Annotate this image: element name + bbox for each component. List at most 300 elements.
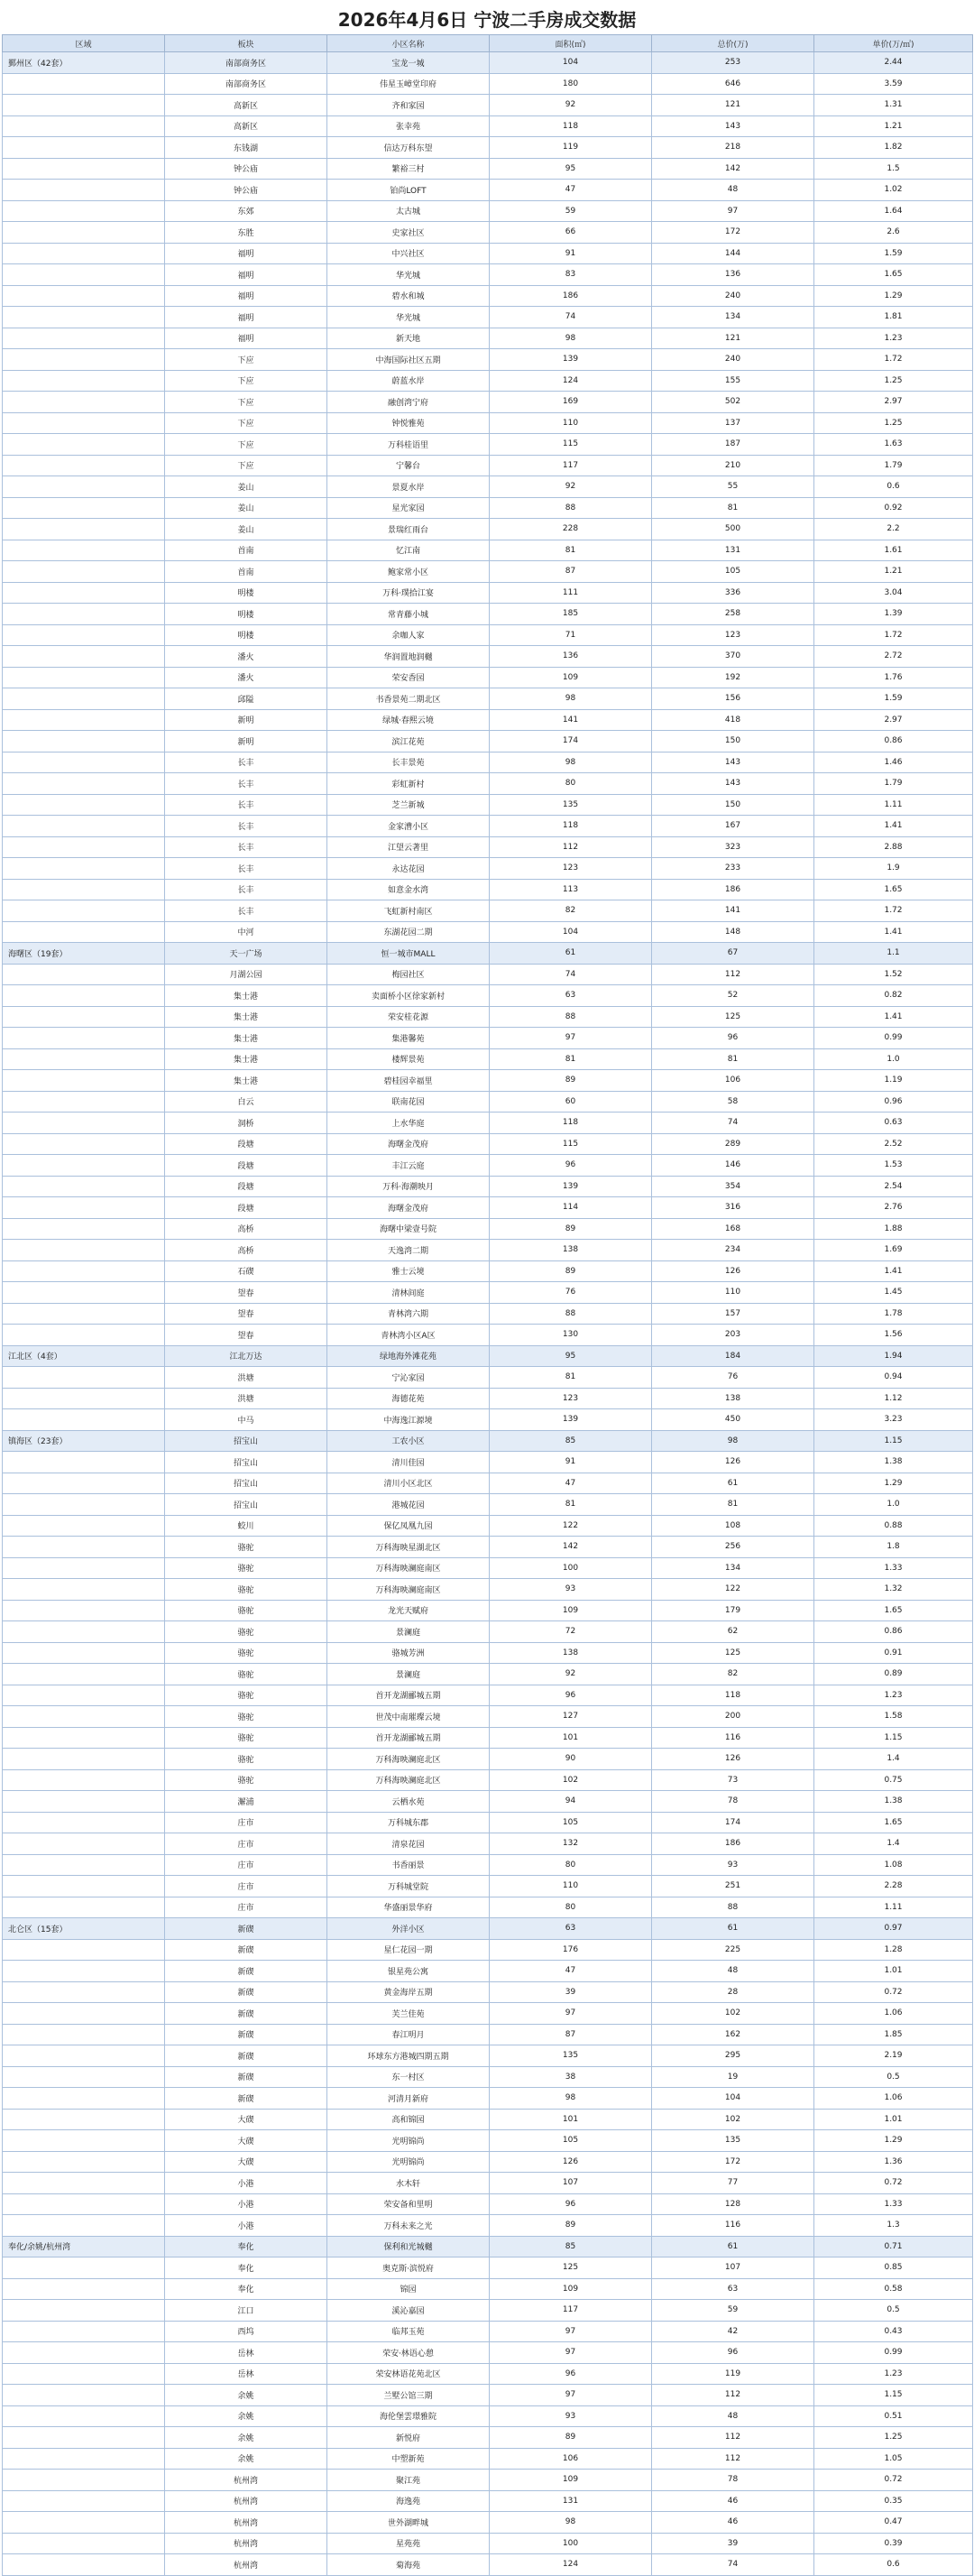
community-cell: 书香丽景	[327, 1854, 490, 1876]
table-row	[3, 2278, 973, 2300]
area-cell: 93	[490, 2405, 652, 2427]
district-cell: 小港	[165, 2173, 327, 2194]
district-cell: 下应	[165, 349, 327, 371]
district-cell: 福明	[165, 307, 327, 328]
community-cell: 港城花园	[327, 1494, 490, 1516]
region-cell-empty	[3, 1600, 165, 1621]
table-row	[3, 646, 973, 668]
table-row	[3, 434, 973, 456]
region-cell: 镇海区（23套）	[3, 1430, 165, 1452]
district-cell: 东郊	[165, 200, 327, 222]
table-row	[3, 1961, 973, 1982]
area-cell: 109	[490, 2278, 652, 2300]
total-price-cell: 370	[652, 646, 814, 668]
total-price-cell: 184	[652, 1345, 814, 1367]
community-cell: 环球东方港城四期五期	[327, 2045, 490, 2067]
area-cell: 126	[490, 2151, 652, 2173]
area-cell: 112	[490, 836, 652, 858]
unit-price-cell: 1.01	[814, 1961, 973, 1982]
total-price-cell: 59	[652, 2300, 814, 2322]
unit-price-cell: 1.0	[814, 1494, 973, 1516]
region-cell-empty	[3, 1685, 165, 1706]
region-cell-empty	[3, 1282, 165, 1304]
region-cell-empty	[3, 1388, 165, 1409]
area-cell: 174	[490, 731, 652, 752]
district-cell: 月湖公园	[165, 964, 327, 985]
total-price-cell: 107	[652, 2257, 814, 2279]
table-row	[3, 158, 973, 180]
district-cell: 望春	[165, 1303, 327, 1325]
area-cell: 180	[490, 73, 652, 95]
unit-price-cell: 0.86	[814, 731, 973, 752]
table-row	[3, 816, 973, 837]
unit-price-cell: 1.19	[814, 1070, 973, 1092]
area-cell: 110	[490, 1876, 652, 1897]
unit-price-cell: 1.58	[814, 1706, 973, 1728]
unit-price-cell: 1.65	[814, 1812, 973, 1833]
area-cell: 89	[490, 1260, 652, 1282]
unit-price-cell: 2.19	[814, 2045, 973, 2067]
district-cell: 长丰	[165, 773, 327, 795]
community-cell: 龙光天赋府	[327, 1600, 490, 1621]
table-row	[3, 1452, 973, 1473]
area-cell: 101	[490, 1727, 652, 1749]
area-cell: 138	[490, 1642, 652, 1664]
total-price-cell: 646	[652, 73, 814, 95]
area-cell: 113	[490, 879, 652, 900]
community-cell: 海曙金茂府	[327, 1133, 490, 1155]
community-cell: 中兴社区	[327, 243, 490, 264]
table-row	[3, 1515, 973, 1537]
table-row	[3, 1091, 973, 1113]
area-cell: 74	[490, 307, 652, 328]
table-row	[3, 540, 973, 561]
area-cell: 98	[490, 2512, 652, 2534]
community-cell: 首开龙湖郦城五期	[327, 1685, 490, 1706]
unit-price-cell: 1.01	[814, 2109, 973, 2130]
table-row	[3, 1812, 973, 1833]
district-cell: 长丰	[165, 900, 327, 922]
unit-price-cell: 0.6	[814, 2554, 973, 2576]
area-cell: 105	[490, 1812, 652, 1833]
community-cell: 光明锦尚	[327, 2151, 490, 2173]
region-cell-empty	[3, 200, 165, 222]
community-cell: 宁沁家园	[327, 1367, 490, 1389]
unit-price-cell: 1.15	[814, 1430, 973, 1452]
district-cell: 长丰	[165, 752, 327, 773]
community-cell: 清川小区北区	[327, 1473, 490, 1494]
community-cell: 骆城芳洲	[327, 1642, 490, 1664]
region-cell-empty	[3, 688, 165, 710]
region-cell-empty	[3, 285, 165, 307]
district-cell: 新碶	[165, 1939, 327, 1961]
community-cell: 恒一城市MALL	[327, 943, 490, 965]
area-cell: 135	[490, 794, 652, 816]
total-price-cell: 73	[652, 1769, 814, 1791]
region-cell-empty	[3, 1727, 165, 1749]
region-cell-empty	[3, 497, 165, 519]
unit-price-cell: 1.25	[814, 2427, 973, 2449]
region-cell-empty	[3, 1749, 165, 1770]
table-row	[3, 2385, 973, 2406]
district-cell: 岳林	[165, 2363, 327, 2385]
table-row	[3, 180, 973, 201]
total-price-cell: 77	[652, 2173, 814, 2194]
unit-price-cell: 1.81	[814, 307, 973, 328]
table-row	[3, 1345, 973, 1367]
table-row	[3, 1070, 973, 1092]
total-price-cell: 96	[652, 1028, 814, 1049]
total-price-cell: 123	[652, 624, 814, 646]
unit-price-cell: 1.4	[814, 1833, 973, 1855]
total-price-cell: 62	[652, 1621, 814, 1643]
area-cell: 100	[490, 1557, 652, 1579]
total-price-cell: 316	[652, 1197, 814, 1219]
region-cell-empty	[3, 1515, 165, 1537]
area-cell: 81	[490, 1367, 652, 1389]
header-unit-price: 单价(万/㎡)	[814, 35, 973, 52]
area-cell: 81	[490, 1494, 652, 1516]
table-row	[3, 52, 973, 74]
district-cell: 下应	[165, 392, 327, 413]
table-row	[3, 1981, 973, 2003]
page-title: 2026年4月6日 宁波二手房成交数据	[337, 9, 637, 31]
total-price-cell: 172	[652, 222, 814, 244]
area-cell: 96	[490, 2363, 652, 2385]
region-cell-empty	[3, 2385, 165, 2406]
unit-price-cell: 0.85	[814, 2257, 973, 2279]
community-cell: 梅园社区	[327, 964, 490, 985]
region-cell-empty	[3, 582, 165, 604]
district-cell: 东胜	[165, 222, 327, 244]
table-row	[3, 2193, 973, 2215]
district-cell: 庄市	[165, 1812, 327, 1833]
district-cell: 姜山	[165, 476, 327, 498]
total-price-cell: 112	[652, 964, 814, 985]
area-cell: 130	[490, 1325, 652, 1346]
table-row	[3, 2045, 973, 2067]
community-cell: 绿城·春熙云境	[327, 709, 490, 731]
district-cell: 新碶	[165, 2024, 327, 2045]
table-row	[3, 794, 973, 816]
community-cell: 蔚蓝水岸	[327, 370, 490, 392]
table-row	[3, 1473, 973, 1494]
community-cell: 书香景苑二期北区	[327, 688, 490, 710]
region-cell-empty	[3, 1091, 165, 1113]
region-cell-empty	[3, 1240, 165, 1261]
area-cell: 93	[490, 1579, 652, 1601]
unit-price-cell: 1.25	[814, 412, 973, 434]
area-cell: 104	[490, 52, 652, 74]
region-cell-empty	[3, 222, 165, 244]
community-cell: 张幸苑	[327, 115, 490, 137]
total-price-cell: 63	[652, 2278, 814, 2300]
district-cell: 段塘	[165, 1176, 327, 1197]
total-price-cell: 128	[652, 2193, 814, 2215]
district-cell: 钟公庙	[165, 158, 327, 180]
table-row	[3, 1133, 973, 1155]
district-cell: 姜山	[165, 519, 327, 540]
area-cell: 141	[490, 709, 652, 731]
unit-price-cell: 1.41	[814, 1006, 973, 1028]
total-price-cell: 126	[652, 1260, 814, 1282]
region-cell-empty	[3, 434, 165, 456]
region-cell-empty	[3, 1897, 165, 1918]
total-price-cell: 240	[652, 349, 814, 371]
table-row	[3, 1749, 973, 1770]
community-cell: 江望云著里	[327, 836, 490, 858]
region-cell-empty	[3, 1769, 165, 1791]
table-row	[3, 1218, 973, 1240]
total-price-cell: 225	[652, 1939, 814, 1961]
region-cell-empty	[3, 1664, 165, 1685]
table-row	[3, 1388, 973, 1409]
table-row	[3, 200, 973, 222]
district-cell: 骆驼	[165, 1664, 327, 1685]
area-cell: 109	[490, 1600, 652, 1621]
total-price-cell: 67	[652, 943, 814, 965]
unit-price-cell: 1.29	[814, 2130, 973, 2152]
district-cell: 长丰	[165, 836, 327, 858]
unit-price-cell: 1.64	[814, 200, 973, 222]
header-district: 板块	[165, 35, 327, 52]
total-price-cell: 143	[652, 752, 814, 773]
region-cell-empty	[3, 900, 165, 922]
table-row	[3, 1642, 973, 1664]
community-cell: 荣安香园	[327, 667, 490, 688]
table-row	[3, 1685, 973, 1706]
table-row	[3, 624, 973, 646]
table-row	[3, 1155, 973, 1177]
community-cell: 万科海映星湖北区	[327, 1537, 490, 1558]
region-cell-empty	[3, 2554, 165, 2576]
table-row	[3, 455, 973, 476]
district-cell: 新明	[165, 731, 327, 752]
community-cell: 中海逸江源境	[327, 1409, 490, 1431]
area-cell: 59	[490, 200, 652, 222]
community-cell: 菊海苑	[327, 2554, 490, 2576]
district-cell: 新碶	[165, 1981, 327, 2003]
district-cell: 高桥	[165, 1240, 327, 1261]
area-cell: 122	[490, 1515, 652, 1537]
unit-price-cell: 0.97	[814, 1918, 973, 1940]
area-cell: 61	[490, 943, 652, 965]
region-cell-empty	[3, 1791, 165, 1813]
table-row	[3, 688, 973, 710]
total-price-cell: 61	[652, 1918, 814, 1940]
table-row	[3, 476, 973, 498]
region-cell-empty	[3, 561, 165, 583]
district-cell: 余姚	[165, 2427, 327, 2449]
community-cell: 溪沁嘉园	[327, 2300, 490, 2322]
unit-price-cell: 1.33	[814, 1557, 973, 1579]
total-price-cell: 450	[652, 1409, 814, 1431]
region-cell-empty	[3, 2215, 165, 2237]
area-cell: 142	[490, 1537, 652, 1558]
total-price-cell: 76	[652, 1367, 814, 1389]
area-cell: 136	[490, 646, 652, 668]
unit-price-cell: 1.23	[814, 1685, 973, 1706]
district-cell: 小港	[165, 2215, 327, 2237]
district-cell: 新碶	[165, 2066, 327, 2088]
community-cell: 奥克斯·滨悦府	[327, 2257, 490, 2279]
total-price-cell: 135	[652, 2130, 814, 2152]
table-row	[3, 1367, 973, 1389]
district-cell: 庄市	[165, 1876, 327, 1897]
table-row	[3, 2405, 973, 2427]
district-cell: 望春	[165, 1282, 327, 1304]
total-price-cell: 48	[652, 1961, 814, 1982]
region-cell-empty	[3, 1028, 165, 1049]
table-row	[3, 1854, 973, 1876]
region-cell-empty	[3, 1854, 165, 1876]
region-cell-empty	[3, 1260, 165, 1282]
total-price-cell: 110	[652, 1282, 814, 1304]
district-cell: 段塘	[165, 1197, 327, 1219]
region-cell-empty	[3, 2003, 165, 2025]
community-cell: 星光家园	[327, 497, 490, 519]
total-price-cell: 52	[652, 985, 814, 1007]
area-cell: 118	[490, 816, 652, 837]
total-price-cell: 126	[652, 1749, 814, 1770]
unit-price-cell: 1.02	[814, 180, 973, 201]
region-cell-empty	[3, 1303, 165, 1325]
district-cell: 杭州湾	[165, 2554, 327, 2576]
unit-price-cell: 1.32	[814, 1579, 973, 1601]
area-cell: 114	[490, 1197, 652, 1219]
total-price-cell: 192	[652, 667, 814, 688]
region-cell-empty	[3, 2173, 165, 2194]
region-cell-empty	[3, 1579, 165, 1601]
region-cell-empty	[3, 412, 165, 434]
area-cell: 82	[490, 900, 652, 922]
unit-price-cell: 1.63	[814, 434, 973, 456]
region-cell-empty	[3, 731, 165, 752]
area-cell: 102	[490, 1769, 652, 1791]
table-row	[3, 752, 973, 773]
district-cell: 杭州湾	[165, 2512, 327, 2534]
unit-price-cell: 2.2	[814, 519, 973, 540]
unit-price-cell: 0.43	[814, 2321, 973, 2342]
table-row	[3, 222, 973, 244]
region-cell: 海曙区（19套）	[3, 943, 165, 965]
area-cell: 228	[490, 519, 652, 540]
community-cell: 卖面桥小区徐家新村	[327, 985, 490, 1007]
total-price-cell: 156	[652, 688, 814, 710]
region-cell-empty	[3, 1706, 165, 1728]
community-cell: 余咖人家	[327, 624, 490, 646]
district-cell: 洪塘	[165, 1388, 327, 1409]
region-cell-empty	[3, 2512, 165, 2534]
total-price-cell: 58	[652, 1091, 814, 1113]
region-cell-empty	[3, 1133, 165, 1155]
community-cell: 景澜庭	[327, 1621, 490, 1643]
area-cell: 39	[490, 1981, 652, 2003]
district-cell: 庄市	[165, 1833, 327, 1855]
total-price-cell: 121	[652, 95, 814, 116]
total-price-cell: 172	[652, 2151, 814, 2173]
table-row	[3, 1791, 973, 1813]
unit-price-cell: 1.88	[814, 1218, 973, 1240]
region-cell-empty	[3, 137, 165, 159]
community-cell: 星仁花园一期	[327, 1939, 490, 1961]
community-cell: 海逸苑	[327, 2490, 490, 2512]
district-cell: 新碶	[165, 2045, 327, 2067]
region-cell: 江北区（4套）	[3, 1345, 165, 1367]
unit-price-cell: 1.21	[814, 561, 973, 583]
district-cell: 新明	[165, 709, 327, 731]
region-cell-empty	[3, 540, 165, 561]
total-price-cell: 418	[652, 709, 814, 731]
community-cell: 景澜庭	[327, 1664, 490, 1685]
area-cell: 90	[490, 1749, 652, 1770]
table-row	[3, 1769, 973, 1791]
region-cell-empty	[3, 328, 165, 349]
area-cell: 106	[490, 2448, 652, 2470]
area-cell: 98	[490, 2088, 652, 2110]
area-cell: 96	[490, 1685, 652, 1706]
community-cell: 万科·璞拾江宴	[327, 582, 490, 604]
community-cell: 太古城	[327, 200, 490, 222]
district-cell: 大碶	[165, 2151, 327, 2173]
area-cell: 117	[490, 2300, 652, 2322]
district-cell: 集士港	[165, 1048, 327, 1070]
region-cell-empty	[3, 1961, 165, 1982]
unit-price-cell: 1.21	[814, 115, 973, 137]
region-cell-empty	[3, 985, 165, 1007]
district-cell: 潘火	[165, 667, 327, 688]
unit-price-cell: 0.51	[814, 2405, 973, 2427]
table-row	[3, 1048, 973, 1070]
district-cell: 庄市	[165, 1854, 327, 1876]
community-cell: 长丰景苑	[327, 752, 490, 773]
table-row	[3, 1706, 973, 1728]
total-price-cell: 142	[652, 158, 814, 180]
area-cell: 185	[490, 604, 652, 625]
region-cell-empty	[3, 858, 165, 880]
district-cell: 首南	[165, 561, 327, 583]
total-price-cell: 104	[652, 2088, 814, 2110]
table-body	[3, 52, 973, 2576]
table-row	[3, 1197, 973, 1219]
district-cell: 集士港	[165, 985, 327, 1007]
district-cell: 招宝山	[165, 1494, 327, 1516]
district-cell: 新碶	[165, 1961, 327, 1982]
area-cell: 63	[490, 985, 652, 1007]
total-price-cell: 125	[652, 1006, 814, 1028]
unit-price-cell: 0.94	[814, 1367, 973, 1389]
region-cell: 北仑区（15套）	[3, 1918, 165, 1940]
community-cell: 联南花园	[327, 1091, 490, 1113]
unit-price-cell: 0.75	[814, 1769, 973, 1791]
unit-price-cell: 0.72	[814, 2470, 973, 2491]
district-cell: 岳林	[165, 2342, 327, 2364]
table-row	[3, 349, 973, 371]
area-cell: 71	[490, 624, 652, 646]
area-cell: 109	[490, 2470, 652, 2491]
area-cell: 85	[490, 2236, 652, 2257]
area-cell: 124	[490, 370, 652, 392]
area-cell: 87	[490, 561, 652, 583]
area-cell: 139	[490, 1409, 652, 1431]
area-cell: 123	[490, 858, 652, 880]
unit-price-cell: 1.72	[814, 349, 973, 371]
area-cell: 89	[490, 1218, 652, 1240]
region-cell-empty	[3, 816, 165, 837]
community-cell: 史家社区	[327, 222, 490, 244]
total-price-cell: 200	[652, 1706, 814, 1728]
table-row	[3, 1494, 973, 1516]
